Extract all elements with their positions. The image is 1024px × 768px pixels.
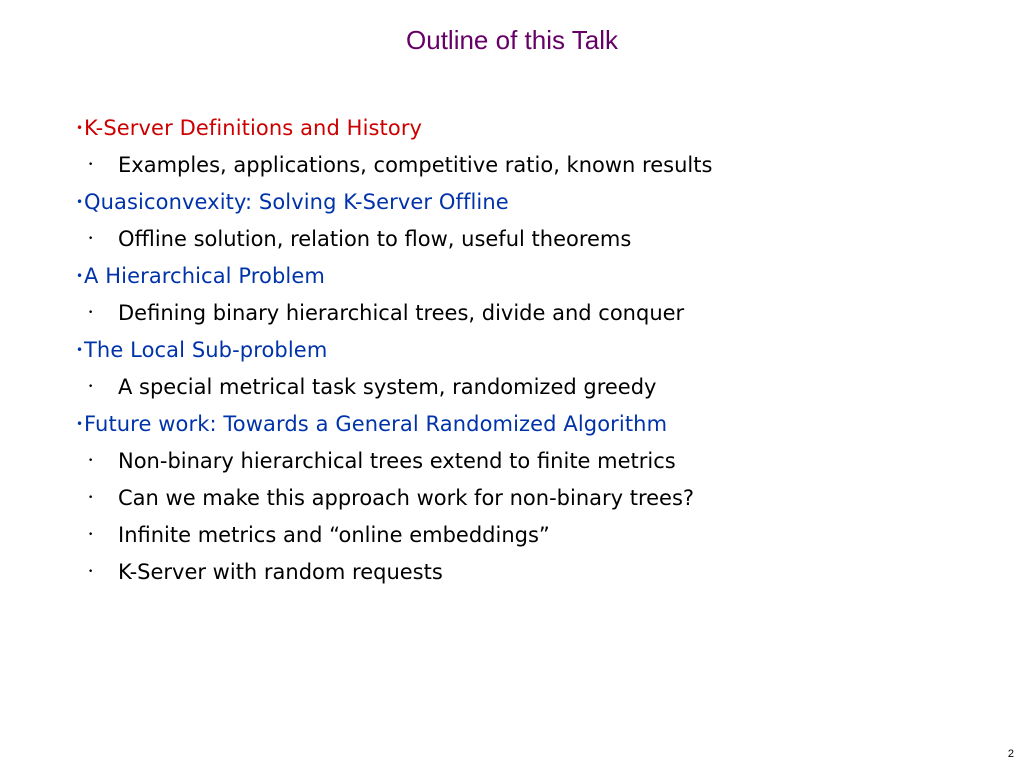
slide-title: Outline of this Talk (406, 25, 618, 55)
outline-heading-text: Future work: Towards a General Randomized Algorithm (84, 412, 668, 436)
outline-subitem-text: Examples, applications, competitive ratio, known results (118, 153, 713, 177)
outline-subitem (76, 554, 976, 591)
bullet-icon: • (76, 417, 84, 431)
bullet-icon: • (88, 308, 94, 318)
outline-subitem-text: Offline solution, relation to flow, useful theorems (118, 227, 632, 251)
outline-subitem-text: Non-binary hierarchical trees extend to finite metrics (118, 449, 676, 473)
bullet-icon: • (76, 121, 84, 135)
outline-subitem (76, 221, 976, 258)
outline-heading-text: Quasiconvexity: Solving K-Server Offline (84, 190, 509, 214)
bullet-icon: • (88, 160, 94, 170)
outline-subitem (76, 147, 976, 184)
outline-subitem-text: Defining binary hierarchical trees, divide and conquer (118, 301, 685, 325)
outline-subitem (76, 517, 976, 554)
outline-heading (76, 406, 976, 443)
bullet-icon: • (88, 493, 94, 503)
outline-heading (76, 258, 976, 295)
bullet-icon: • (88, 382, 94, 392)
bullet-icon: • (76, 195, 84, 209)
bullet-icon: • (88, 567, 94, 577)
bullet-icon: • (88, 234, 94, 244)
bullet-icon: • (88, 530, 94, 540)
outline-heading-text: K-Server Definitions and History (84, 116, 423, 140)
outline-heading-text: A Hierarchical Problem (84, 264, 325, 288)
outline-subitem-text: Infinite metrics and “online embeddings” (118, 523, 550, 547)
outline-list (76, 110, 976, 591)
outline-heading (76, 332, 976, 369)
outline-subitem (76, 295, 976, 332)
outline-subitem (76, 443, 976, 480)
outline-heading (76, 184, 976, 221)
outline-heading-text: The Local Sub-problem (84, 338, 328, 362)
outline-subitem-text: A special metrical task system, randomized greedy (118, 375, 657, 399)
outline-subitem (76, 369, 976, 406)
outline-subitem-text: K-Server with random requests (118, 560, 443, 584)
bullet-icon: • (76, 269, 84, 283)
bullet-icon: • (88, 456, 94, 466)
outline-subitem (76, 480, 976, 517)
page-number: 2 (1007, 748, 1014, 760)
outline-subitem-text: Can we make this approach work for non-binary trees? (118, 486, 695, 510)
outline-heading (76, 110, 976, 147)
bullet-icon: • (76, 343, 84, 357)
